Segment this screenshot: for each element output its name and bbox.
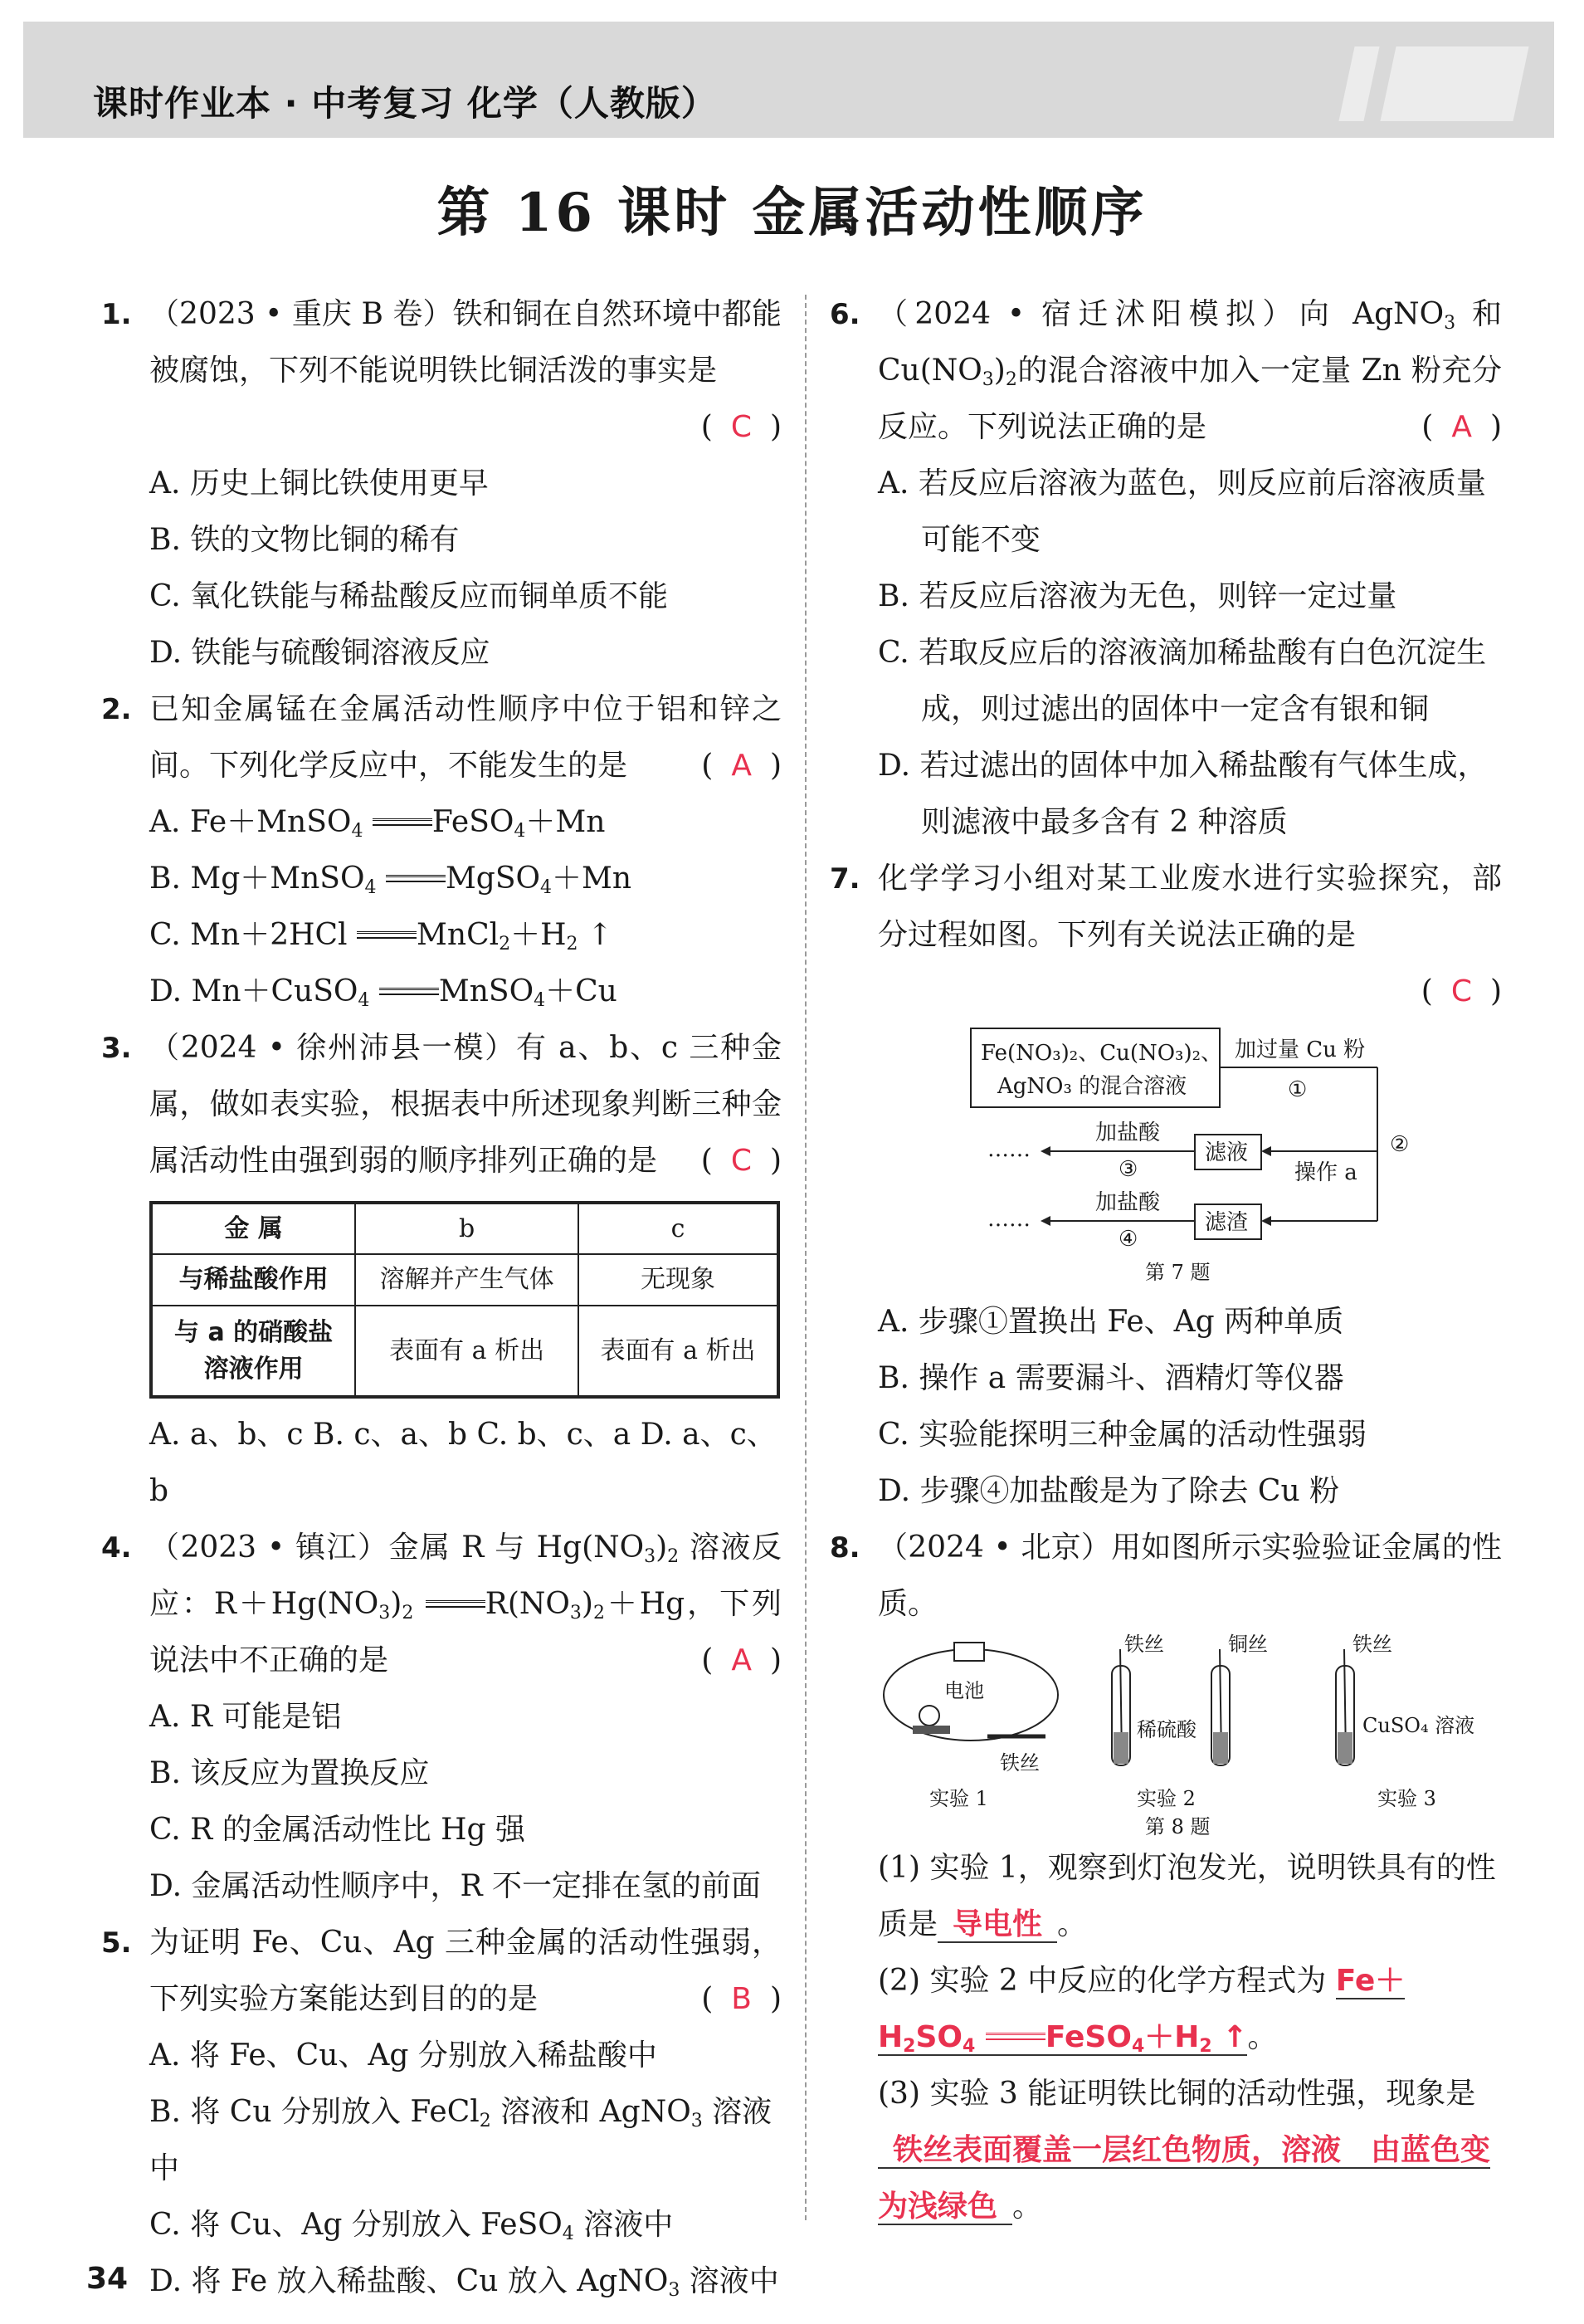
battery-icon [954, 1643, 984, 1661]
iron-label: 铁丝 [1124, 1633, 1164, 1656]
page-title: 第 16 课时 金属活动性顺序 [436, 182, 1148, 244]
question-stem: （2023 • 镇江）金属 R 与 Hg(NO [149, 1531, 645, 1565]
option [101, 964, 782, 1020]
experiment-label: 实验 2 [1137, 1787, 1196, 1810]
table-cell-line: 溶液作用 [203, 1354, 304, 1384]
punctuation: 。 [1012, 2190, 1043, 2224]
page-number: 34 [86, 2262, 129, 2296]
answer-fill: 铁丝表面覆盖一层红色物质，溶液 [878, 2133, 1356, 2169]
operation-label: 操作 a [1294, 1160, 1357, 1185]
option-text: MnCl [417, 918, 500, 952]
option [101, 794, 782, 851]
residue-label: 滤渣 [1205, 1210, 1249, 1235]
equals-sign [357, 931, 417, 946]
question-number: 6. [830, 298, 860, 331]
option-text: C. Mn＋2HCl [149, 918, 348, 952]
table-cell: 无现象 [578, 1254, 778, 1306]
option-text: ＋Cu [545, 974, 617, 1008]
question-stem: 已知金属锰在金属活动性顺序中位于铝和锌之间。下列化学反应中，不能发生的是 [149, 692, 782, 783]
option: D. 铁能与硫酸铜溶液反应 [149, 636, 490, 670]
liquid [1338, 1732, 1352, 1764]
copper-label: 铜丝 [1228, 1633, 1268, 1656]
option [101, 851, 782, 907]
answer-line: ( A ) [701, 749, 782, 783]
equals-sign [426, 1600, 485, 1615]
table-cell-line: 与 a 的硝酸盐 [174, 1317, 334, 1347]
table-header: 金 属 [151, 1203, 355, 1254]
table-cell: 与稀盐酸作用 [151, 1254, 355, 1306]
right-column [830, 286, 1502, 2235]
sub-question-2 [830, 1953, 1502, 2066]
left-column [101, 286, 782, 2310]
answer-mark: C [730, 1144, 752, 1178]
question-stem: （2023 • 重庆 B 卷）铁和铜在自然环境中都能被腐蚀，下列不能说明铁比铜活泼的事实是 [149, 297, 782, 388]
answer-line: ( C ) [700, 410, 782, 444]
sub-question-3 [830, 2066, 1502, 2235]
liquid [1213, 1732, 1228, 1764]
subscript: 2 [499, 934, 511, 954]
step-label: 加过量 Cu 粉 [1235, 1038, 1366, 1062]
answer-text: ＋H [1144, 2020, 1200, 2054]
acid-label: 稀硫酸 [1137, 1718, 1197, 1741]
subscript: 4 [534, 990, 546, 1011]
sub-question-text: (2) 实验 2 中反应的化学方程式为 [878, 1964, 1327, 1998]
sub-question-1 [830, 1840, 1502, 1953]
option-text: FeSO [431, 805, 514, 839]
option-text: C. 将 Cu、Ag 分别放入 FeSO [149, 2208, 563, 2242]
question-5 [101, 1915, 782, 2028]
option-text: ＋Mn [552, 862, 632, 896]
subscript: 3 [644, 1546, 656, 1567]
box-label: AgNO₃ 的混合溶液 [997, 1074, 1187, 1099]
option: D. 金属活动性顺序中，R 不一定排在氢的前面 [149, 1869, 762, 1903]
option-text: A. Fe＋MnSO [149, 805, 352, 839]
question-number: 5. [101, 1926, 132, 1960]
arrow-up: ↑ [1222, 2020, 1248, 2054]
option: A. 历史上铜比铁使用更早 [149, 466, 489, 500]
answer-mark: C [730, 410, 752, 444]
subscript: 4 [358, 990, 370, 1011]
question-stem: ) [390, 1587, 402, 1621]
subscript: 3 [378, 1603, 391, 1623]
option-text: MnSO [438, 974, 534, 1008]
iron-label: 铁丝 [1000, 1751, 1040, 1775]
option: A. 将 Fe、Cu、Ag 分别放入稀盐酸中 [149, 2038, 657, 2073]
question-3 [101, 1020, 782, 1189]
answer-line: ( A ) [1421, 410, 1502, 444]
question-stem: ) [581, 1587, 593, 1621]
question-number: 7. [830, 862, 860, 896]
ellipsis: …… [987, 1137, 1031, 1162]
question-stem: R(NO [485, 1587, 570, 1621]
option [101, 2084, 782, 2197]
answer-mark: A [731, 749, 752, 783]
experiment-label: 实验 1 [929, 1787, 988, 1810]
liquid [1114, 1732, 1128, 1764]
subscript: 2 [592, 1603, 605, 1623]
equals-sign [386, 875, 446, 890]
figure-caption: 第 7 题 [1145, 1261, 1211, 1284]
figure-caption: 第 8 题 [1145, 1815, 1211, 1838]
subscript: 2 [402, 1603, 414, 1623]
step-number: ① [1288, 1077, 1308, 1102]
question-number: 1. [101, 298, 132, 331]
question-stem: （2024 • 宿迁沭阳模拟）向 AgNO [878, 297, 1445, 331]
option: D. 步骤④加盐酸是为了除去 Cu 粉 [878, 1474, 1340, 1508]
table-header: b [355, 1203, 578, 1254]
column-divider [805, 295, 807, 2220]
option-text: B. Mg＋MnSO [149, 862, 365, 896]
option: B. 操作 a 需要漏斗、酒精灯等仪器 [878, 1361, 1344, 1395]
answer-fill: 由蓝色变为浅绿色 [878, 2133, 1491, 2224]
option [101, 2197, 782, 2253]
iron-label: 铁丝 [1352, 1633, 1392, 1656]
header-title: 课时作业本 · 中考复习 化学（人教版） [93, 83, 717, 124]
step-number: ③ [1119, 1157, 1138, 1182]
punctuation: 。 [1057, 1907, 1088, 1941]
question-8 [830, 1520, 1502, 1633]
data-table [149, 1201, 780, 1399]
sub-question-text: (1) 实验 1，观察到灯泡发光，说明铁具有的性质是 [878, 1851, 1496, 1941]
equals-sign [379, 988, 439, 1003]
answer-text: FeSO [1045, 2020, 1132, 2054]
question-number: 3. [101, 1032, 132, 1065]
answer-line: ( C ) [700, 1144, 782, 1178]
answer-mark: C [1450, 974, 1472, 1008]
subscript: 2 [479, 2111, 491, 2131]
subscript: 2 [667, 1546, 680, 1567]
option-text: 溶液和 AgNO [490, 2095, 691, 2129]
option-text: 溶液中 [149, 2095, 773, 2185]
table-cell: 表面有 a 析出 [578, 1306, 778, 1397]
question-number: 4. [101, 1531, 132, 1565]
option: B. 若反应后溶液为无色，则锌一定过量 [878, 579, 1397, 613]
subscript: 4 [364, 877, 377, 898]
step-number: ④ [1119, 1227, 1138, 1252]
option: B. 铁的文物比铜的稀有 [149, 523, 460, 557]
question-stem: ＋Hg，下列说法中不正确的是 [149, 1587, 782, 1677]
answer-mark: B [731, 1982, 752, 2016]
question-6 [830, 286, 1502, 456]
subscript: 4 [1131, 2036, 1145, 2057]
option: C. R 的金属活动性比 Hg 强 [149, 1813, 526, 1847]
question-2 [101, 681, 782, 794]
subscript: 2 [1005, 369, 1017, 390]
option-text: 溶液中 [573, 2208, 674, 2242]
question-stem: （2024 • 北京）用如图所示实验验证金属的性质。 [878, 1531, 1502, 1621]
arrow-up: ↑ [587, 918, 613, 952]
box-label: Fe(NO₃)₂、Cu(NO₃)₂、 [981, 1041, 1223, 1066]
experiment-label: 实验 3 [1377, 1787, 1436, 1810]
option: A. 若反应后溶液为蓝色，则反应前后溶液质量可能不变 [878, 466, 1486, 557]
option: A. R 可能是铝 [149, 1700, 342, 1734]
subscript: 4 [540, 877, 553, 898]
option: A. 步骤①置换出 Fe、Ag 两种单质 [878, 1305, 1344, 1339]
filtrate-label: 滤液 [1205, 1140, 1249, 1165]
subscript: 3 [569, 1603, 582, 1623]
option: C. 氧化铁能与稀盐酸反应而铜单质不能 [149, 579, 669, 613]
option [101, 2253, 782, 2310]
option: D. 若过滤出的固体中加入稀盐酸有气体生成，则滤液中最多含有 2 种溶质 [878, 749, 1488, 839]
arrow-head [1261, 1146, 1271, 1156]
option-text: B. 将 Cu 分别放入 FeCl [149, 2095, 480, 2129]
arrow-head [1261, 1216, 1271, 1226]
experiment-figure [871, 1633, 1518, 1840]
subscript: 4 [351, 821, 363, 842]
option-text: ＋Mn [525, 805, 606, 839]
answer-mark: A [1451, 410, 1472, 444]
subscript: 3 [668, 2280, 680, 2301]
subscript: 3 [690, 2111, 703, 2131]
answer-text: Fe＋ [1335, 1964, 1406, 1998]
arrow-head [1041, 1146, 1050, 1156]
table-cell: 表面有 a 析出 [355, 1306, 578, 1397]
sub-question-text: (3) 实验 3 能证明铁比铜的活动性强，现象是 [878, 2077, 1476, 2111]
option: B. 该反应为置换反应 [149, 1756, 430, 1790]
option-text: ＋H [510, 918, 567, 952]
table-cell: 溶解并产生气体 [355, 1254, 578, 1306]
acid-label: 加盐酸 [1095, 1120, 1161, 1145]
table-cell [151, 1306, 355, 1397]
question-4 [101, 1520, 782, 1689]
bulb-icon [919, 1706, 939, 1726]
equals-sign [986, 2033, 1045, 2048]
header-decoration [1338, 46, 1379, 121]
option [101, 907, 782, 964]
question-7 [830, 851, 1502, 1020]
question-stem: ) [656, 1531, 668, 1565]
subscript: 2 [903, 2036, 916, 2057]
battery-label: 电池 [944, 1679, 984, 1702]
bulb-base [913, 1726, 950, 1734]
solution-label: CuSO₄ 溶液 [1362, 1714, 1475, 1737]
question-stem: 为证明 Fe、Cu、Ag 三种金属的活动性强弱，下列实验方案能达到目的的是 [149, 1926, 782, 2016]
question-stem: ) [993, 354, 1006, 388]
option: C. 实验能探明三种金属的活动性强弱 [878, 1418, 1367, 1452]
subscript: 3 [1444, 313, 1456, 334]
ellipsis: …… [987, 1207, 1031, 1232]
subscript: 3 [982, 369, 994, 390]
step-number: ② [1390, 1132, 1410, 1157]
answer-mark: A [731, 1643, 752, 1677]
subscript: 4 [562, 2224, 574, 2244]
equals-sign [373, 818, 432, 833]
answer-line: ( B ) [701, 1982, 782, 2016]
option-text: D. Mn＋CuSO [149, 974, 358, 1008]
answer-text: SO [915, 2020, 963, 2054]
punctuation: 。 [1247, 2020, 1278, 2054]
table-header: c [578, 1203, 778, 1254]
question-1 [101, 286, 782, 456]
answer-line: ( C ) [1421, 974, 1502, 1008]
arrow-head [1041, 1216, 1050, 1226]
flowchart-figure [929, 1020, 1560, 1294]
answer-line: ( A ) [701, 1643, 782, 1677]
option-text: 溶液中 [680, 2264, 779, 2298]
option-text: MgSO [445, 862, 541, 896]
subscript: 2 [1199, 2036, 1212, 2057]
question-number: 2. [101, 693, 132, 726]
question-number: 8. [830, 1531, 860, 1565]
question-stem: 溶液反应：R＋Hg(NO [149, 1531, 782, 1621]
subscript: 2 [566, 934, 578, 954]
header-decoration [1380, 46, 1528, 121]
answer-text: H [878, 2020, 904, 2054]
option: A. a、b、c B. c、a、b C. b、c、a D. a、c、b [149, 1418, 777, 1508]
subscript: 4 [962, 2036, 976, 2057]
acid-label: 加盐酸 [1095, 1190, 1161, 1215]
answer-fill: 导电性 [938, 1907, 1057, 1943]
option: C. 若取反应后的溶液滴加稀盐酸有白色沉淀生成，则过滤出的固体中一定含有银和铜 [878, 636, 1487, 726]
question-stem: 和 Cu(NO [878, 297, 1502, 388]
question-stem: 化学学习小组对某工业废水进行实验探究，部分过程如图。下列有关说法正确的是 [878, 862, 1502, 952]
option-text: D. 将 Fe 放入稀盐酸、Cu 放入 AgNO [149, 2264, 669, 2298]
subscript: 4 [514, 821, 526, 842]
question-stem: 的混合溶液中加入一定量 Zn 粉充分反应。下列说法正确的是 [878, 354, 1502, 444]
question-stem: （2024 • 徐州沛县一模）有 a、b、c 三种金属，做如表实验，根据表中所述现象判断三种金属活动性由强到弱的顺序排列正确的是 [149, 1031, 782, 1178]
